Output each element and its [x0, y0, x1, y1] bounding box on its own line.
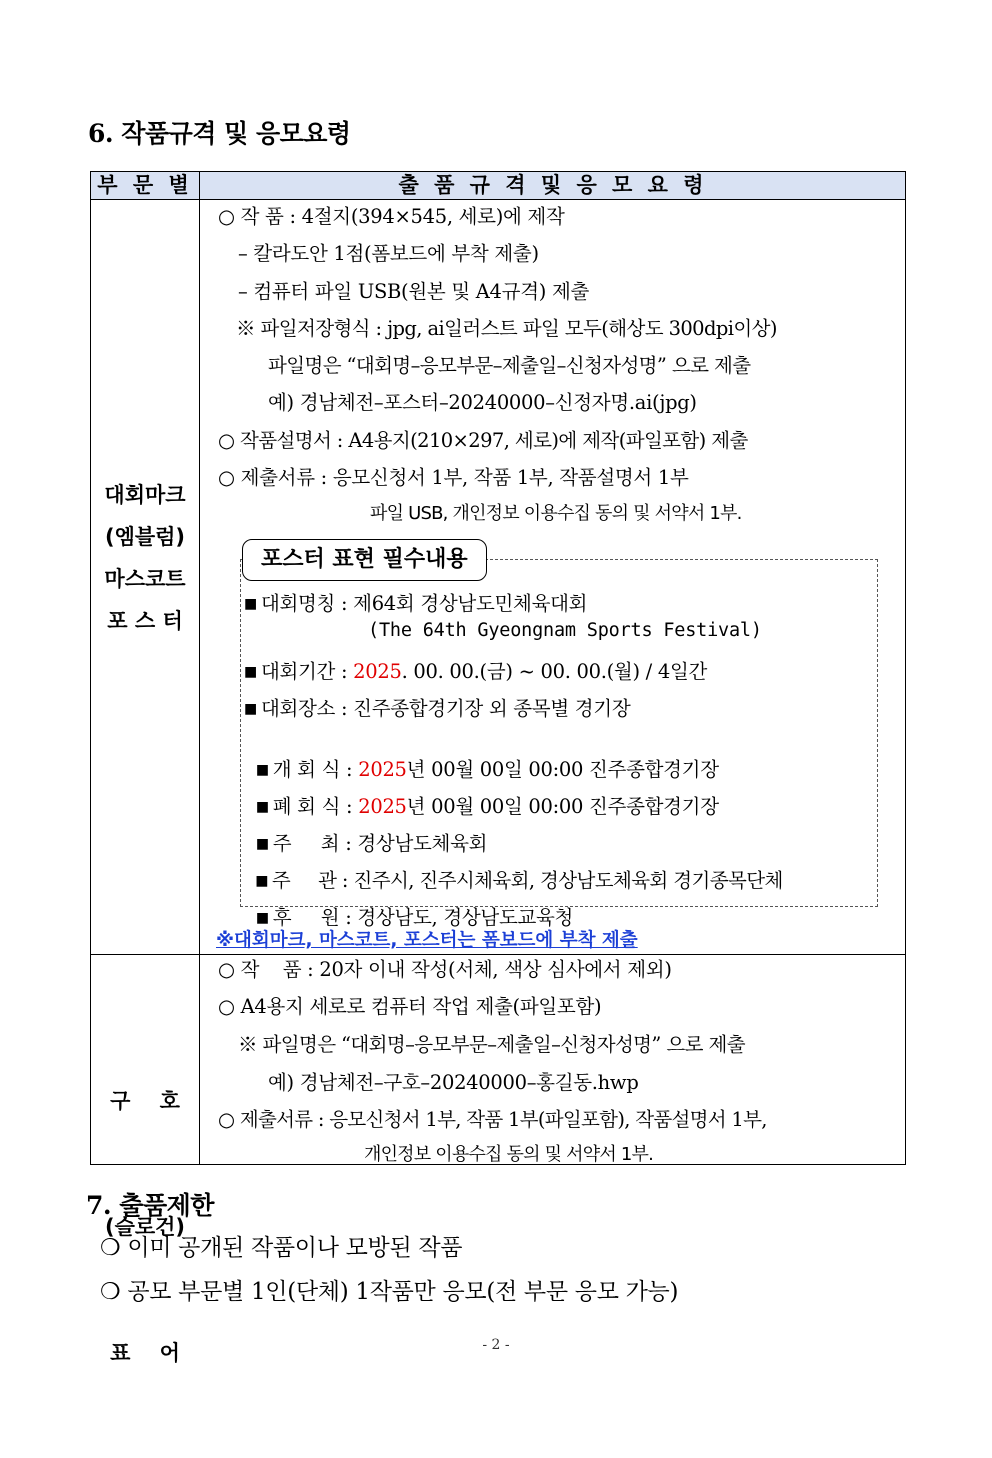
spec-line: ○ 제출서류 : 응모신청서 1부, 작품 1부, 작품설명서 1부	[218, 466, 689, 489]
category-line: 마스코트	[104, 567, 186, 591]
slogan-line: ○ 작 품 : 20자 이내 작성(서체, 색상 심사에서 제외)	[218, 958, 672, 981]
restriction-item: ❍ 이미 공개된 작품이나 모방된 작품	[100, 1235, 463, 1261]
poster-item-host: ■ 주 최 : 경상남도체육회	[255, 832, 488, 855]
category-line: 포 스 터	[107, 609, 183, 633]
category-line: 표 어	[110, 1341, 180, 1365]
slogan-line: ○ 제출서류 : 응모신청서 1부, 작품 1부(파일포함), 작품설명서 1부,	[218, 1108, 767, 1131]
section-6-title: 6. 작품규격 및 응모요령	[88, 119, 351, 148]
section-7-title: 7. 출품제한	[86, 1191, 214, 1220]
page-number: - 2 -	[482, 1337, 510, 1353]
slogan-line: 개인정보 이용수집 동의 및 서약서 1부.	[364, 1144, 654, 1165]
square-bullet-icon: ■	[255, 799, 269, 815]
slogan-line: ○ A4용지 세로로 컴퓨터 작업 제출(파일포함)	[218, 995, 602, 1018]
category-line: (슬로건)	[104, 1215, 186, 1239]
spec-line: 예) 경남체전–포스터–20240000–신정자명.ai(jpg)	[268, 391, 697, 414]
spec-line: ○ 작 품 : 4절지(394×545, 세로)에 제작	[218, 205, 565, 228]
restriction-item: ❍ 공모 부문별 1인(단체) 1작품만 응모(전 부문 응모 가능)	[100, 1279, 679, 1305]
slogan-line: 예) 경남체전–구호–20240000–홍길동.hwp	[268, 1071, 639, 1094]
poster-item-period: ■ 대회기간 : 2025. 00. 00.(금) ~ 00. 00.(월) / 4일간	[244, 660, 708, 683]
spec-line: ※ 파일저장형식 : jpg, ai일러스트 파일 모두(해상도 300dpi이상)	[236, 317, 777, 340]
category-line: 대회마크	[104, 483, 186, 507]
spec-line: – 컴퓨터 파일 USB(원본 및 A4규격) 제출	[238, 280, 590, 303]
square-bullet-icon: ■	[244, 701, 257, 717]
spec-line: ○ 작품설명서 : A4용지(210×297, 세로)에 제작(파일포함) 제출	[218, 429, 748, 452]
spec-line: 파일 USB, 개인정보 이용수집 동의 및 서약서 1부.	[370, 503, 742, 524]
poster-item-sponsor: ■ 후 원 : 경상남도, 경상남도교육청	[255, 906, 574, 929]
poster-item-venue: ■ 대회장소 : 진주종합경기장 외 종목별 경기장	[244, 697, 631, 720]
category-emblem	[91, 474, 199, 642]
category-line: (엠블럼)	[104, 525, 186, 549]
header-category: 부 문 별	[97, 173, 193, 197]
table-header	[91, 172, 905, 200]
column-divider	[199, 172, 200, 1164]
square-bullet-icon: ■	[244, 596, 257, 612]
poster-item-name-en: (The 64th Gyeongnam Sports Festival)	[368, 620, 762, 641]
category-line: 구 호	[110, 1089, 180, 1113]
poster-requirements-tag: 포스터 표현 필수내용	[242, 539, 487, 581]
submission-note: ※대회마크, 마스코트, 포스터는 폼보드에 부착 제출	[216, 930, 638, 951]
poster-item-name: ■ 대회명칭 : 제64회 경상남도민체육대회	[244, 592, 588, 615]
square-bullet-icon: ■	[255, 910, 269, 926]
header-requirements: 출 품 규 격 및 응 모 요 령	[398, 173, 708, 197]
square-bullet-icon: ■	[255, 762, 269, 778]
square-bullet-icon: ■	[244, 664, 257, 680]
spec-line: 파일명은 “대회명–응모부문–제출일–신청자성명” 으로 제출	[268, 354, 751, 377]
poster-item-organizer: ■ 주 관 : 진주시, 진주시체육회, 경상남도체육회 경기종목단체	[255, 869, 783, 892]
spec-line: – 칼라도안 1점(폼보드에 부착 제출)	[238, 242, 539, 265]
poster-item-closing: ■ 폐 회 식 : 2025년 00월 00일 00:00 진주종합경기장	[255, 795, 719, 818]
square-bullet-icon: ■	[255, 836, 269, 852]
category-slogan	[91, 996, 199, 1458]
slogan-line: ※ 파일명은 “대회명–응모부문–제출일–신청자성명” 으로 제출	[238, 1033, 745, 1056]
poster-item-opening: ■ 개 회 식 : 2025년 00월 00일 00:00 진주종합경기장	[255, 758, 719, 781]
square-bullet-icon: ■	[255, 873, 268, 889]
